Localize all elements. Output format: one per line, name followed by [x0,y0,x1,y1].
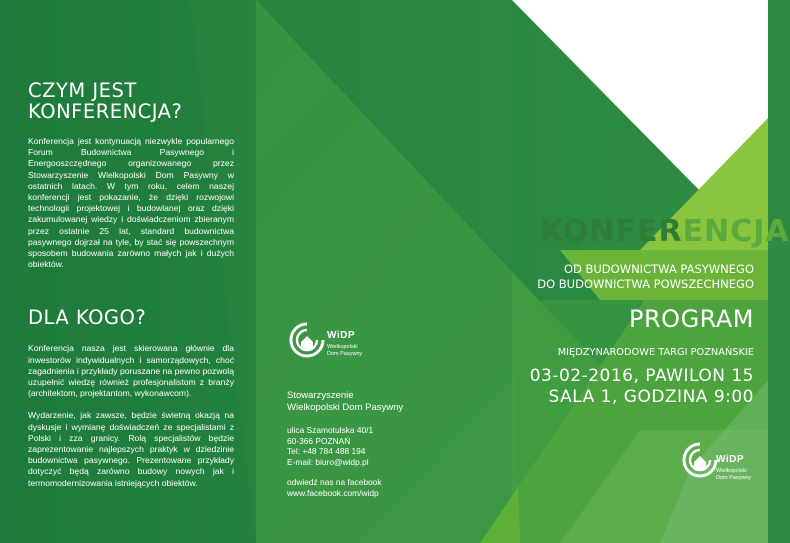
address-line: ulica Szamotulska 40/1 [287,425,374,435]
title-part2: ENCJA [682,214,790,249]
widp-logo-sub [327,344,362,357]
event-paragraph: Wydarzenie, jak zawsze, będzie świetną okazją na dyskusje i wymianę doświadczeń ze specjalistami z Polski i zza granicy. Rolą specjalistów będzie zaprezentowanie najlepszych praktyk w dziedzinie budownictwa pasywnego. Prezentowane przykłady dotyczyć będą zarówno budowy nowych jak i termomodernizowania istniejących obiektów. [28,410,234,488]
address-line: 60-366 POZNAŃ [287,435,351,446]
logo-sub-line: Dom Pasywny [716,474,752,481]
logo-sub-line: Dom Pasywny [327,350,363,357]
right-panel [540,214,790,249]
subtitle-line: DO BUDOWNICTWA POWSZECHNEGO [537,276,754,291]
widp-logo-icon [680,440,720,480]
program-heading: PROGRAM [629,305,754,333]
event-date: 03-02-2016, PAWILON 15 [529,366,754,386]
org-line: Wielkopolski Dom Pasywny [287,401,404,413]
heading-for-whom: DLA KOGO? [28,306,147,330]
middle-panel [287,320,467,499]
conference-title [540,214,790,249]
heading-line: CZYM JEST [28,79,137,102]
social-line: odwiedź nas na facebook [287,477,382,488]
widp-logo-brand: WiDP [716,454,745,465]
heading-what-is [28,80,234,122]
logo-sub-line: Wielkopolski [716,468,747,474]
intro-paragraph: Konferencja jest kontynuacją niezwykle popularnego Forum Budownictwa Pasywnego i Energooszczędnego organizowanego przez Stowarzyszenie Wielkopolski Dom Pasywny w ostatnich latach. W tym roku, celem naszej konferencji jest pokazanie, że dzięki rozwojowi technologii projektowej i budowlanej oraz dzięki zakumulowanej wiedzy i doświadczeniom zbieranym przez ostatnie 25 lat, standard budownictwa pasywnego dojrzał na tyle, by stać się powszechnym sposobem budowania zarówno małych jak i dużych obiektów. [28,136,234,270]
organization-name [287,390,467,413]
conference-subtitle [520,262,754,291]
social-block [287,477,467,498]
heading-line: KONFERENCJA? [28,100,183,123]
widp-logo-brand: WiDP [327,330,356,341]
widp-logo [287,320,467,380]
event-room-time: SALA 1, GODZINA 9:00 [548,387,754,407]
address-block [287,425,467,467]
event-date-block [520,366,754,408]
venue-text: MIĘDZYNARODOWE TARGI POZNAŃSKIE [557,347,754,358]
subtitle-line: OD BUDOWNICTWA PASYWNEGO [563,262,754,276]
audience-paragraph: Konferencja nasza jest skierowana głównie dla inwestorów indywidualnych i samorządowych, choć zagadnienia i przykłady poruszane na pewno pozwolą uzupełnić wiedzę również profesjonalistom z branży (architektom, projektantom, wykonawcom). [28,343,234,399]
email-link[interactable]: E-mail: biuro@widp.pl [287,456,369,467]
widp-logo-sub [716,468,751,481]
left-panel [28,80,234,489]
title-part1: KONFER [540,214,683,249]
org-line: Stowarzyszenie [287,390,354,401]
facebook-link[interactable]: www.facebook.com/widp [287,487,379,498]
widp-logo-right [680,440,760,500]
widp-logo-icon [287,320,327,360]
phone-line: Tel: +48 784 488 194 [287,446,366,457]
logo-sub-line: Wielkopolski [327,344,358,350]
